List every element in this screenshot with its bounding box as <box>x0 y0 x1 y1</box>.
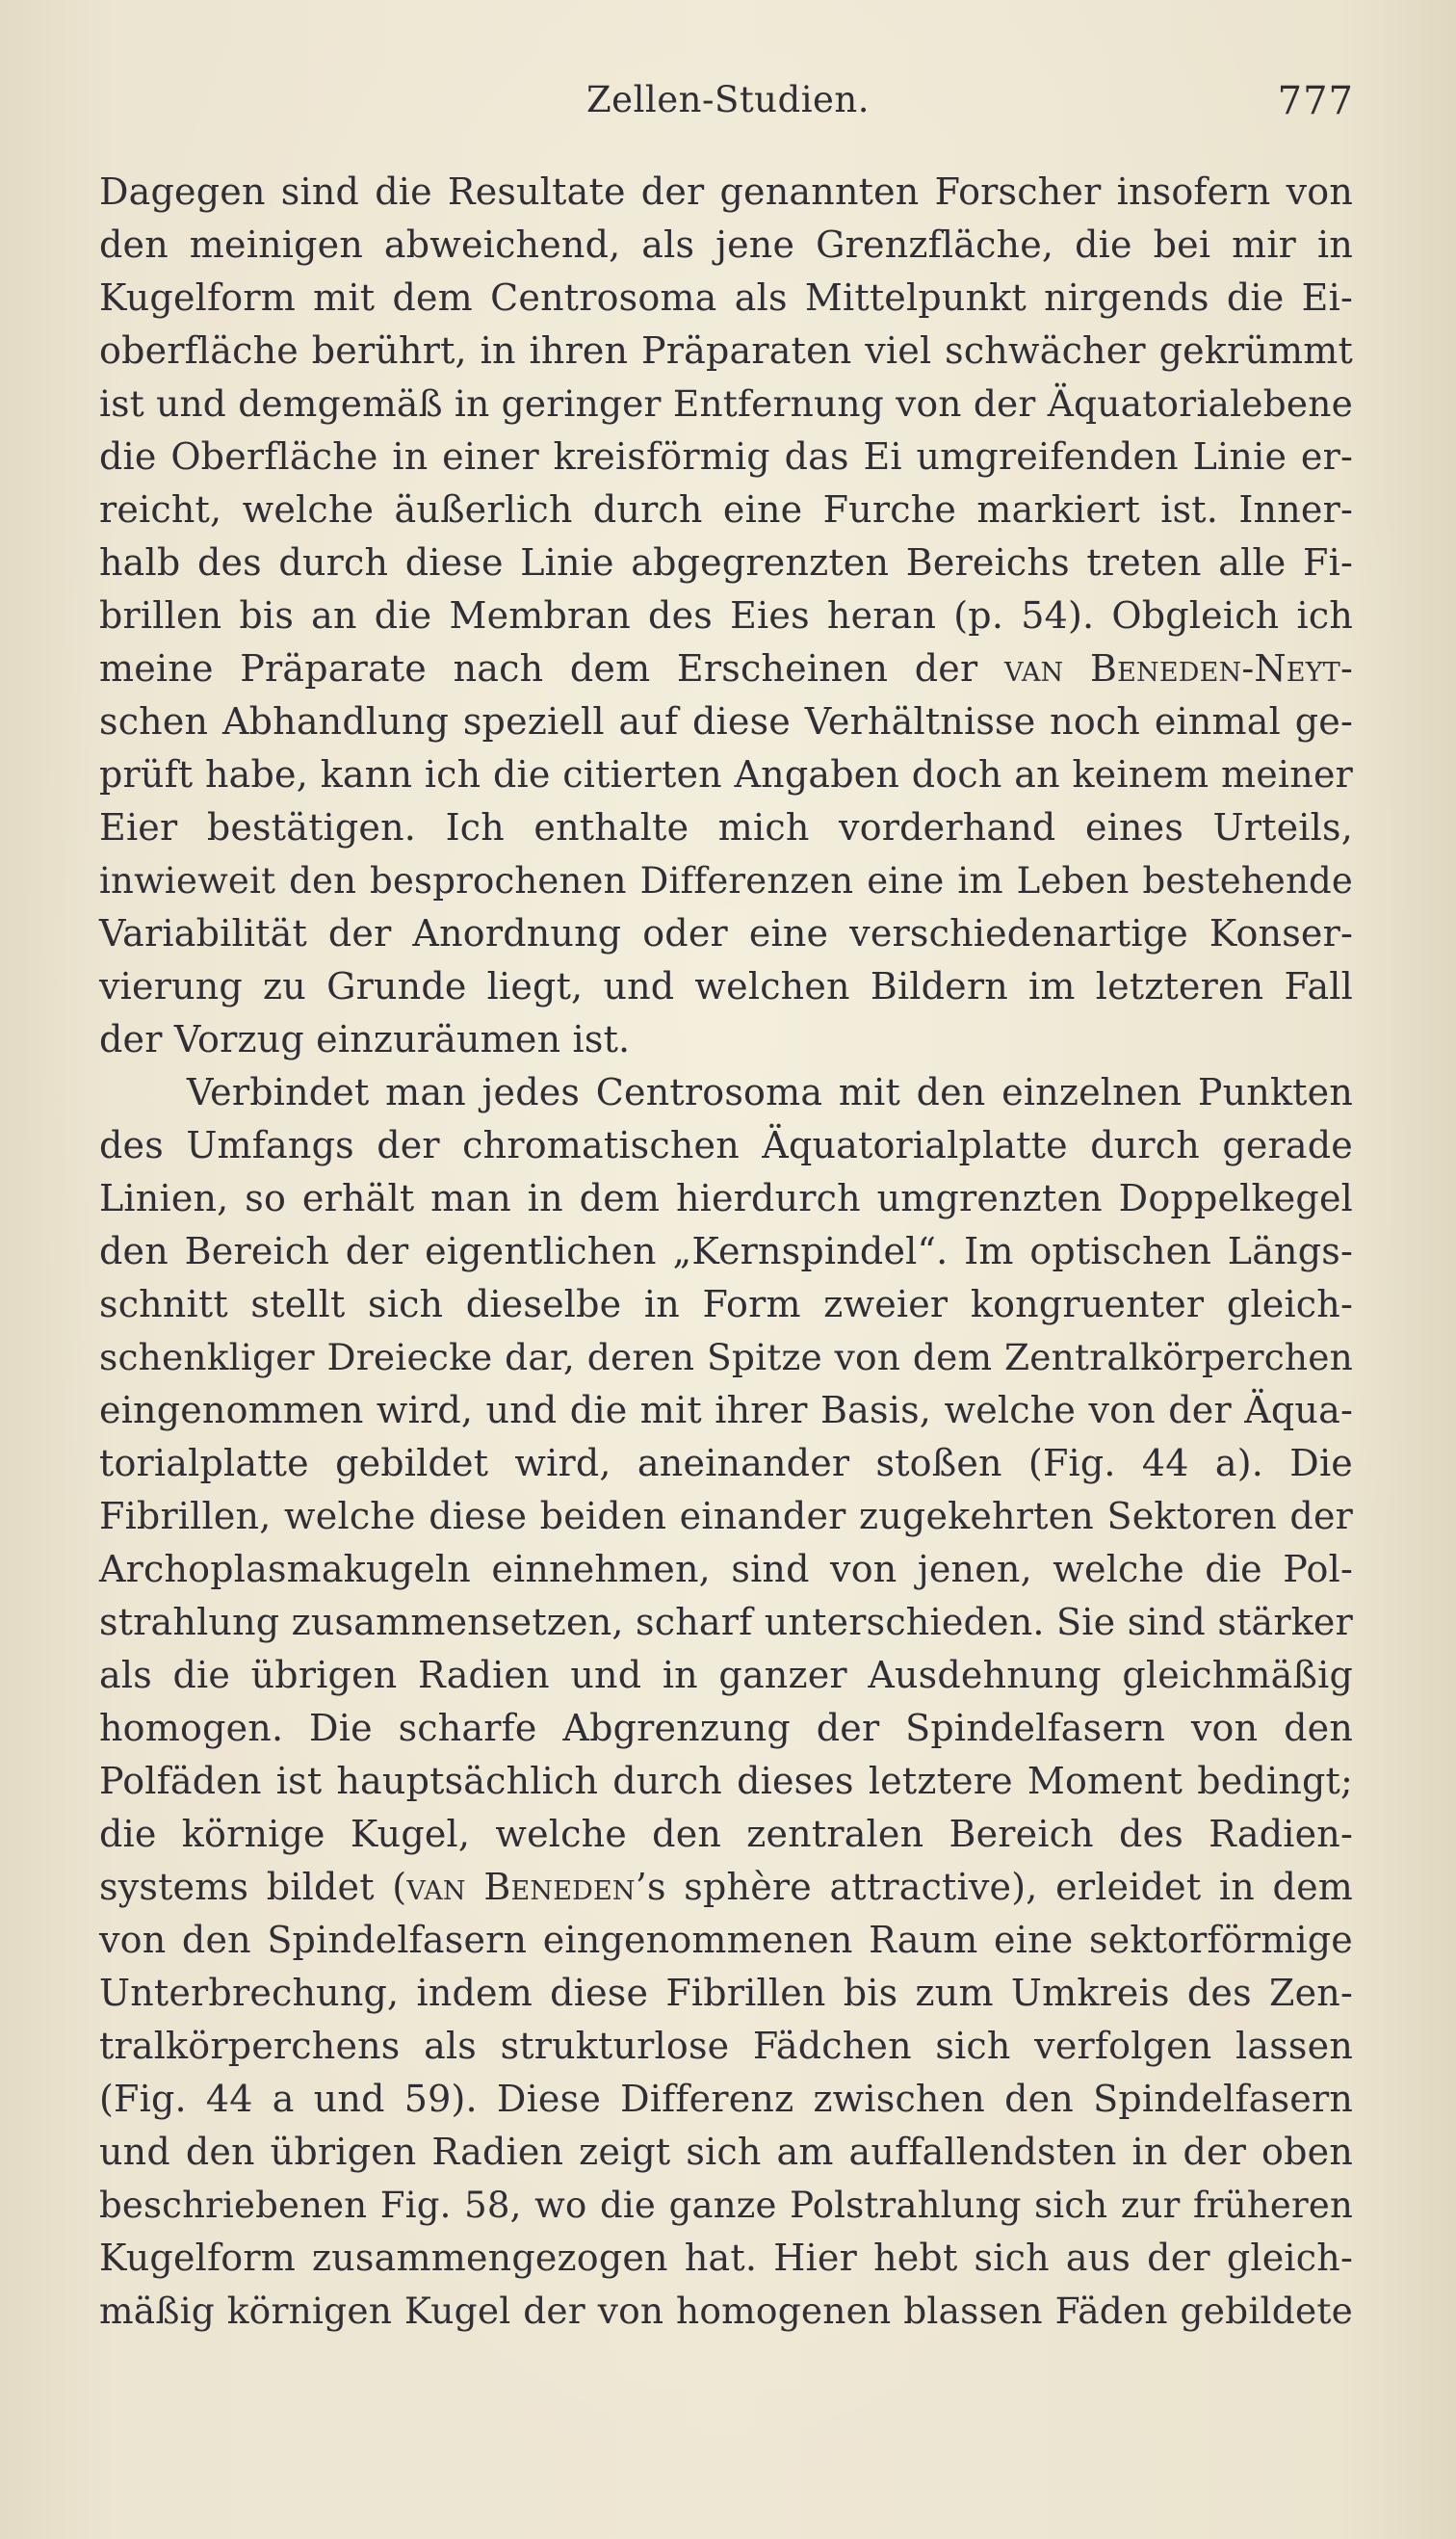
text-line: systems bildet (van Beneden’s sphère attractive), erleidet in dem <box>99 1866 1353 1908</box>
page-number: 777 <box>1277 79 1354 123</box>
text-line: Unterbrechung, indem diese Fibrillen bis zum Umkreis des Zen- <box>99 1972 1353 2014</box>
text-line: Eier bestätigen. Ich enthalte mich vorderhand eines Urteils, <box>99 806 1353 849</box>
text-line: den meinigen abweichend, als jene Grenzfläche, die bei mir in <box>99 223 1353 266</box>
text-line: der Vorzug einzuräumen ist. <box>99 1018 631 1060</box>
text-line: halb des durch diese Linie abgegrenzten Bereichs treten alle Fi- <box>99 541 1353 584</box>
text-line: Polfäden ist hauptsächlich durch dieses letztere Moment bedingt; <box>99 1760 1353 1802</box>
text-line: des Umfangs der chromatischen Äquatorialplatte durch gerade <box>99 1124 1353 1166</box>
text-line: meine Präparate nach dem Erscheinen der van Beneden-Neyt- <box>99 647 1353 690</box>
text-line: beschriebenen Fig. 58, wo die ganze Polstrahlung sich zur früheren <box>99 2185 1353 2226</box>
text-line: oberfläche berührt, in ihren Präparaten viel schwächer gekrümmt <box>99 329 1353 372</box>
text-line: schen Abhandlung speziell auf diese Verhältnisse noch einmal ge- <box>99 700 1353 743</box>
text-line: inwieweit den besprochenen Differenzen eine im Leben bestehende <box>99 860 1353 902</box>
text-line: Kugelform mit dem Centrosoma als Mittelpunkt nirgends die Ei- <box>99 276 1353 319</box>
text-line: die körnige Kugel, welche den zentralen Bereich des Radien- <box>99 1813 1353 1855</box>
text-line: schnitt stellt sich dieselbe in Form zweier kongruenter gleich- <box>99 1283 1353 1325</box>
text-line: Kugelform zusammengezogen hat. Hier hebt sich aus der gleich- <box>99 2237 1353 2279</box>
text-line: brillen bis an die Membran des Eies heran (p. 54). Obgleich ich <box>99 594 1353 637</box>
text-line: schenkliger Dreiecke dar, deren Spitze von dem Zentralkörperchen <box>99 1336 1353 1378</box>
body-text <box>99 166 1353 2338</box>
text-line: als die übrigen Radien und in ganzer Ausdehnung gleichmäßig <box>99 1654 1353 1696</box>
text-line: und den übrigen Radien zeigt sich am auffallendsten in der oben <box>99 2131 1353 2173</box>
text-line: strahlung zusammensetzen, scharf unterschieden. Sie sind stärker <box>99 1601 1353 1643</box>
text-line: mäßig körnigen Kugel der von homogenen blassen Fäden gebildete <box>99 2290 1353 2332</box>
text-line: Archoplasmakugeln einnehmen, sind von jenen, welche die Pol- <box>99 1548 1353 1590</box>
text-line: die Oberfläche in einer kreisförmig das Ei umgreifenden Linie er- <box>99 435 1353 478</box>
text-line: (Fig. 44 a und 59). Diese Differenz zwischen den Spindelfasern <box>99 2078 1353 2120</box>
text-line: prüft habe, kann ich die citierten Angaben doch an keinem meiner <box>99 753 1353 796</box>
text-line: homogen. Die scharfe Abgrenzung der Spindelfasern von den <box>99 1707 1353 1749</box>
text-line: eingenommen wird, und die mit ihrer Basis, welche von der Äqua- <box>99 1389 1353 1431</box>
text-line: tralkörperchens als strukturlose Fädchen sich verfolgen lassen <box>99 2025 1353 2067</box>
text-line: Variabilität der Anordnung oder eine verschiedenartige Konser- <box>99 912 1353 955</box>
text-line: den Bereich der eigentlichen „Kernspindel“. Im optischen Längs- <box>99 1230 1353 1272</box>
running-head <box>0 79 1456 127</box>
author-name: van Beneden <box>406 1866 636 1908</box>
text-line: ist und demgemäß in geringer Entfernung von der Äquatorialebene <box>99 382 1353 425</box>
text-line: Dagegen sind die Resultate der genannten Forscher insofern von <box>99 170 1353 213</box>
author-name: van Beneden-Neyt- <box>1003 647 1353 690</box>
text-line: vierung zu Grunde liegt, und welchen Bildern im letzteren Fall <box>99 965 1353 1008</box>
text-line: Verbindet man jedes Centrosoma mit den einzelnen Punkten <box>187 1071 1353 1113</box>
text-line: von den Spindelfasern eingenommenen Raum eine sektorförmige <box>99 1919 1353 1961</box>
running-title: Zellen-Studien. <box>585 79 871 120</box>
text-line: Fibrillen, welche diese beiden einander zugekehrten Sektoren der <box>99 1495 1353 1537</box>
text-line: Linien, so erhält man in dem hierdurch umgrenzten Doppelkegel <box>99 1177 1353 1219</box>
text-line: reicht, welche äußerlich durch eine Furche markiert ist. Inner- <box>99 488 1353 531</box>
text-line: torialplatte gebildet wird, aneinander stoßen (Fig. 44 a). Die <box>99 1442 1353 1484</box>
